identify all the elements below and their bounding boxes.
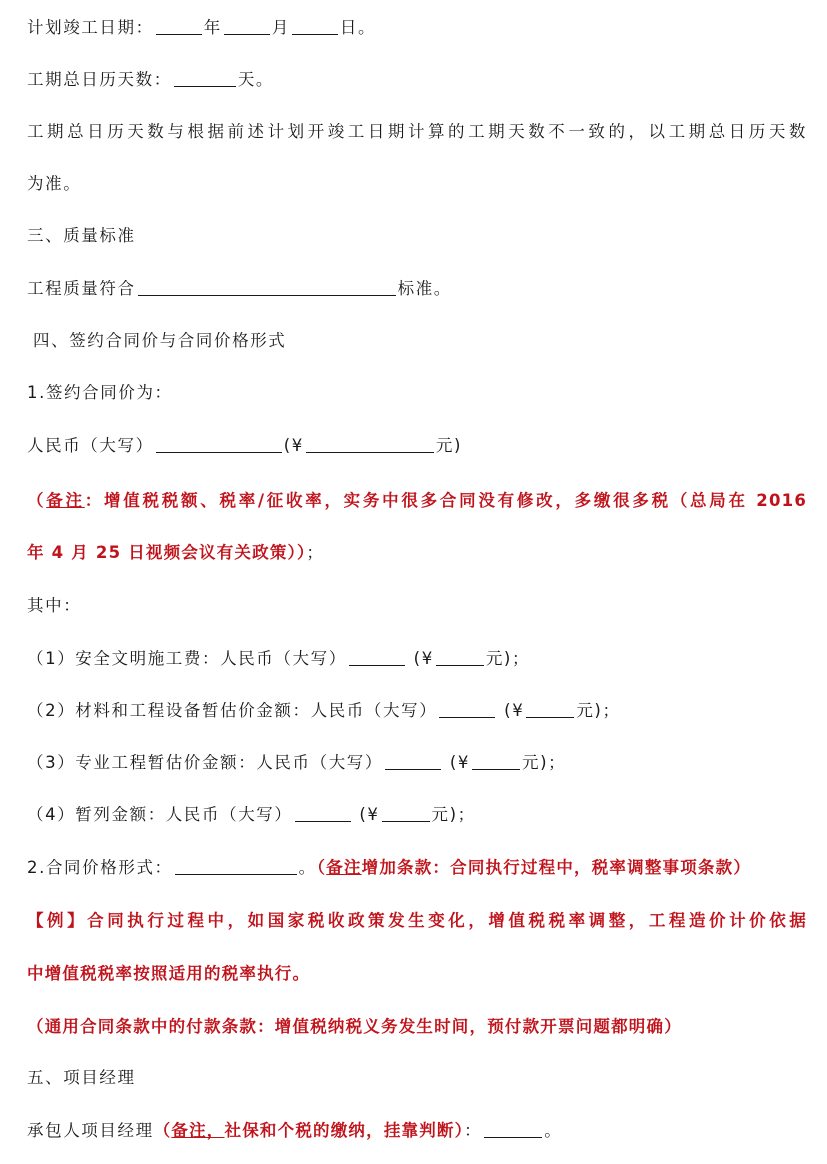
contractor-project-manager: 承包人项目经理（备注，社保和个税的缴纳，挂靠判断）： 。	[27, 1121, 563, 1140]
year-label: 年	[203, 18, 222, 37]
figures-blank[interactable]	[436, 649, 484, 666]
of-which-label: 其中：	[27, 596, 82, 615]
amount-words-blank[interactable]	[156, 436, 282, 453]
words-blank[interactable]	[295, 805, 351, 822]
words-blank[interactable]	[349, 649, 405, 666]
item-provisional-sum: （4）暂列金额：人民币（大写） (¥ 元)；	[27, 805, 476, 824]
paragraph-line: 工期总日历天数与根据前述计划开竣工日期计算的工期天数不一致的，以工期总日历天数	[27, 122, 807, 141]
day-label: 日。	[339, 18, 377, 37]
item-specialty-estimate: （3）专业工程暂估价金额：人民币（大写） (¥ 元)；	[27, 753, 567, 772]
figures-blank[interactable]	[526, 701, 574, 718]
days-unit: 天。	[237, 70, 275, 89]
day-blank[interactable]	[292, 18, 338, 35]
note-marker: 备注	[46, 491, 85, 510]
contract-price-rmb	[27, 435, 462, 457]
figures-blank[interactable]	[472, 753, 520, 770]
words-blank[interactable]	[439, 701, 495, 718]
payment-clause-note: （通用合同条款中的付款条款：增值税纳税义务发生时间，预付款开票问题都明确）	[27, 1017, 682, 1036]
amount-figures-blank[interactable]	[306, 436, 434, 453]
words-blank[interactable]	[385, 753, 441, 770]
manager-blank[interactable]	[484, 1121, 542, 1138]
section-heading-contract-price: 四、签约合同价与合同价格形式	[33, 331, 287, 350]
item-material-estimate: （2）材料和工程设备暂估价金额：人民币（大写） (¥ 元)；	[27, 701, 621, 720]
quality-blank[interactable]	[138, 279, 396, 296]
section-heading-project-manager: 五、项目经理	[27, 1068, 136, 1087]
label: 工期总日历天数：	[27, 70, 172, 89]
month-label: 月	[271, 18, 290, 37]
label: 人民币（大写）	[27, 436, 154, 455]
label: 工程质量符合	[27, 279, 136, 298]
vat-note: （备注：增值税税额、税率/征收率，实务中很多合同没有修改，多缴很多税（总局在 2016	[27, 491, 808, 510]
section-heading-quality: 三、质量标准	[27, 226, 136, 245]
yen-open: (¥	[283, 436, 304, 455]
suffix: 标准。	[397, 279, 452, 298]
year-blank[interactable]	[156, 18, 202, 35]
item-safety-fee: （1）安全文明施工费：人民币（大写） (¥ 元)；	[27, 649, 531, 668]
contract-price-label: 1.签约合同价为：	[27, 383, 173, 402]
note-marker: 备注	[326, 858, 362, 877]
vat-note-cont: 年 4 月 25 日视频会议有关政策））；	[27, 543, 325, 562]
label: 计划竣工日期：	[27, 18, 154, 37]
figures-blank[interactable]	[382, 805, 430, 822]
price-form-blank[interactable]	[175, 858, 297, 875]
quality-standard	[27, 278, 452, 300]
example-clause-cont: 中增值税税率按照适用的税率执行。	[27, 964, 311, 983]
note-marker: 备注，	[171, 1121, 225, 1140]
month-blank[interactable]	[224, 18, 270, 35]
yuan-close: 元)	[435, 436, 462, 455]
contract-price-form: 2.合同价格形式： 。（备注增加条款：合同执行过程中，税率调整事项条款）	[27, 858, 752, 877]
paragraph-line: 为准。	[27, 174, 82, 193]
total-calendar-days	[27, 69, 274, 91]
days-blank[interactable]	[174, 70, 236, 87]
planned-completion-date	[27, 17, 376, 39]
example-clause: 【例】合同执行过程中，如国家税收政策发生变化，增值税税率调整，工程造价计价依据	[27, 911, 807, 930]
